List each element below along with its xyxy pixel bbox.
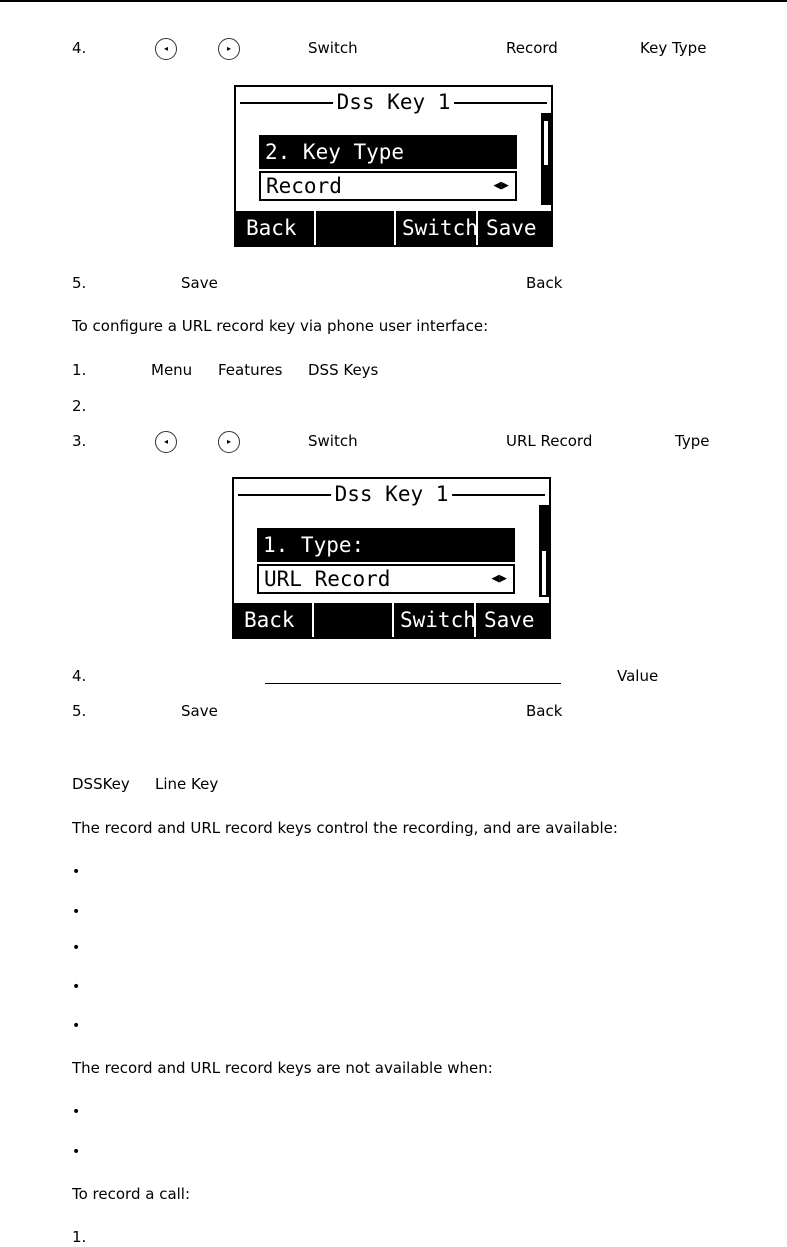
- phone-screen-key-type: [234, 85, 553, 247]
- step-number: 5.: [72, 274, 87, 292]
- value-field: [257, 564, 515, 594]
- left-right-arrows-icon: ◀▶: [491, 571, 507, 586]
- right-arrow-icon: ▸: [218, 431, 240, 453]
- features-label: Features: [218, 361, 283, 379]
- softkey-empty: [316, 211, 396, 245]
- step-number: 3.: [72, 432, 87, 450]
- switch-label: Switch: [308, 432, 358, 450]
- selected-item: 1. Type:: [257, 528, 515, 562]
- scrollbar: [541, 113, 551, 205]
- bullet: •: [72, 904, 81, 920]
- selected-item: 2. Key Type: [259, 135, 517, 169]
- softkey-save: Save: [484, 608, 535, 632]
- screen-title: Dss Key 1: [333, 89, 455, 115]
- scrollbar-thumb: [544, 121, 548, 165]
- back-label: Back: [526, 702, 563, 720]
- step-number: 5.: [72, 702, 87, 720]
- not-available-heading: The record and URL record keys are not available when:: [72, 1059, 493, 1077]
- right-arrow-icon: ▸: [218, 38, 240, 60]
- step-number: 2.: [72, 397, 87, 415]
- back-label: Back: [526, 274, 563, 292]
- bullet: •: [72, 1104, 81, 1120]
- page-top-rule: [0, 0, 787, 2]
- menu-label: Menu: [151, 361, 193, 379]
- record-call-heading: To record a call:: [72, 1185, 191, 1203]
- available-heading: The record and URL record keys control the recording, and are available:: [72, 819, 618, 837]
- softkey-back: Back: [236, 211, 316, 245]
- left-right-arrows-icon: ◀▶: [493, 178, 509, 193]
- screen-title: Dss Key 1: [331, 481, 453, 507]
- bullet: •: [72, 940, 81, 956]
- softkey-back: Back: [234, 603, 314, 637]
- left-arrow-icon: ◂: [155, 38, 177, 60]
- value-text: URL Record: [264, 567, 391, 591]
- bullet: •: [72, 979, 81, 995]
- switch-label: Switch: [308, 39, 358, 57]
- blank-underline: [265, 683, 561, 684]
- save-label: Save: [181, 702, 218, 720]
- phone-screen-url-record: [232, 477, 551, 639]
- value-field: [259, 171, 517, 201]
- value-text: Record: [266, 174, 342, 198]
- scrollbar: [539, 505, 549, 597]
- dss-keys-label: DSS Keys: [308, 361, 379, 379]
- save-label: Save: [181, 274, 218, 292]
- scrollbar-thumb: [542, 551, 546, 595]
- bullet: •: [72, 1144, 81, 1160]
- record-label: Record: [506, 39, 558, 57]
- softkey-save: Save: [486, 216, 537, 240]
- value-label: Value: [617, 667, 659, 685]
- softkey-switch: Switch: [396, 211, 478, 245]
- step-number: 4.: [72, 667, 87, 685]
- url-record-label: URL Record: [506, 432, 593, 450]
- bullet: •: [72, 1018, 81, 1034]
- bullet: •: [72, 864, 81, 880]
- key-type-label: Key Type: [640, 39, 707, 57]
- dsskey-label: DSSKey: [72, 775, 130, 793]
- softkey-switch: Switch: [394, 603, 476, 637]
- type-label: Type: [675, 432, 710, 450]
- url-record-heading: To configure a URL record key via phone user interface:: [72, 317, 489, 335]
- step-number: 4.: [72, 39, 87, 57]
- line-key-label: Line Key: [155, 775, 219, 793]
- left-arrow-icon: ◂: [155, 431, 177, 453]
- softkey-bar: [236, 211, 551, 245]
- step-number: 1.: [72, 361, 87, 379]
- step-number: 1.: [72, 1228, 87, 1246]
- softkey-bar: [234, 603, 549, 637]
- softkey-empty: [314, 603, 394, 637]
